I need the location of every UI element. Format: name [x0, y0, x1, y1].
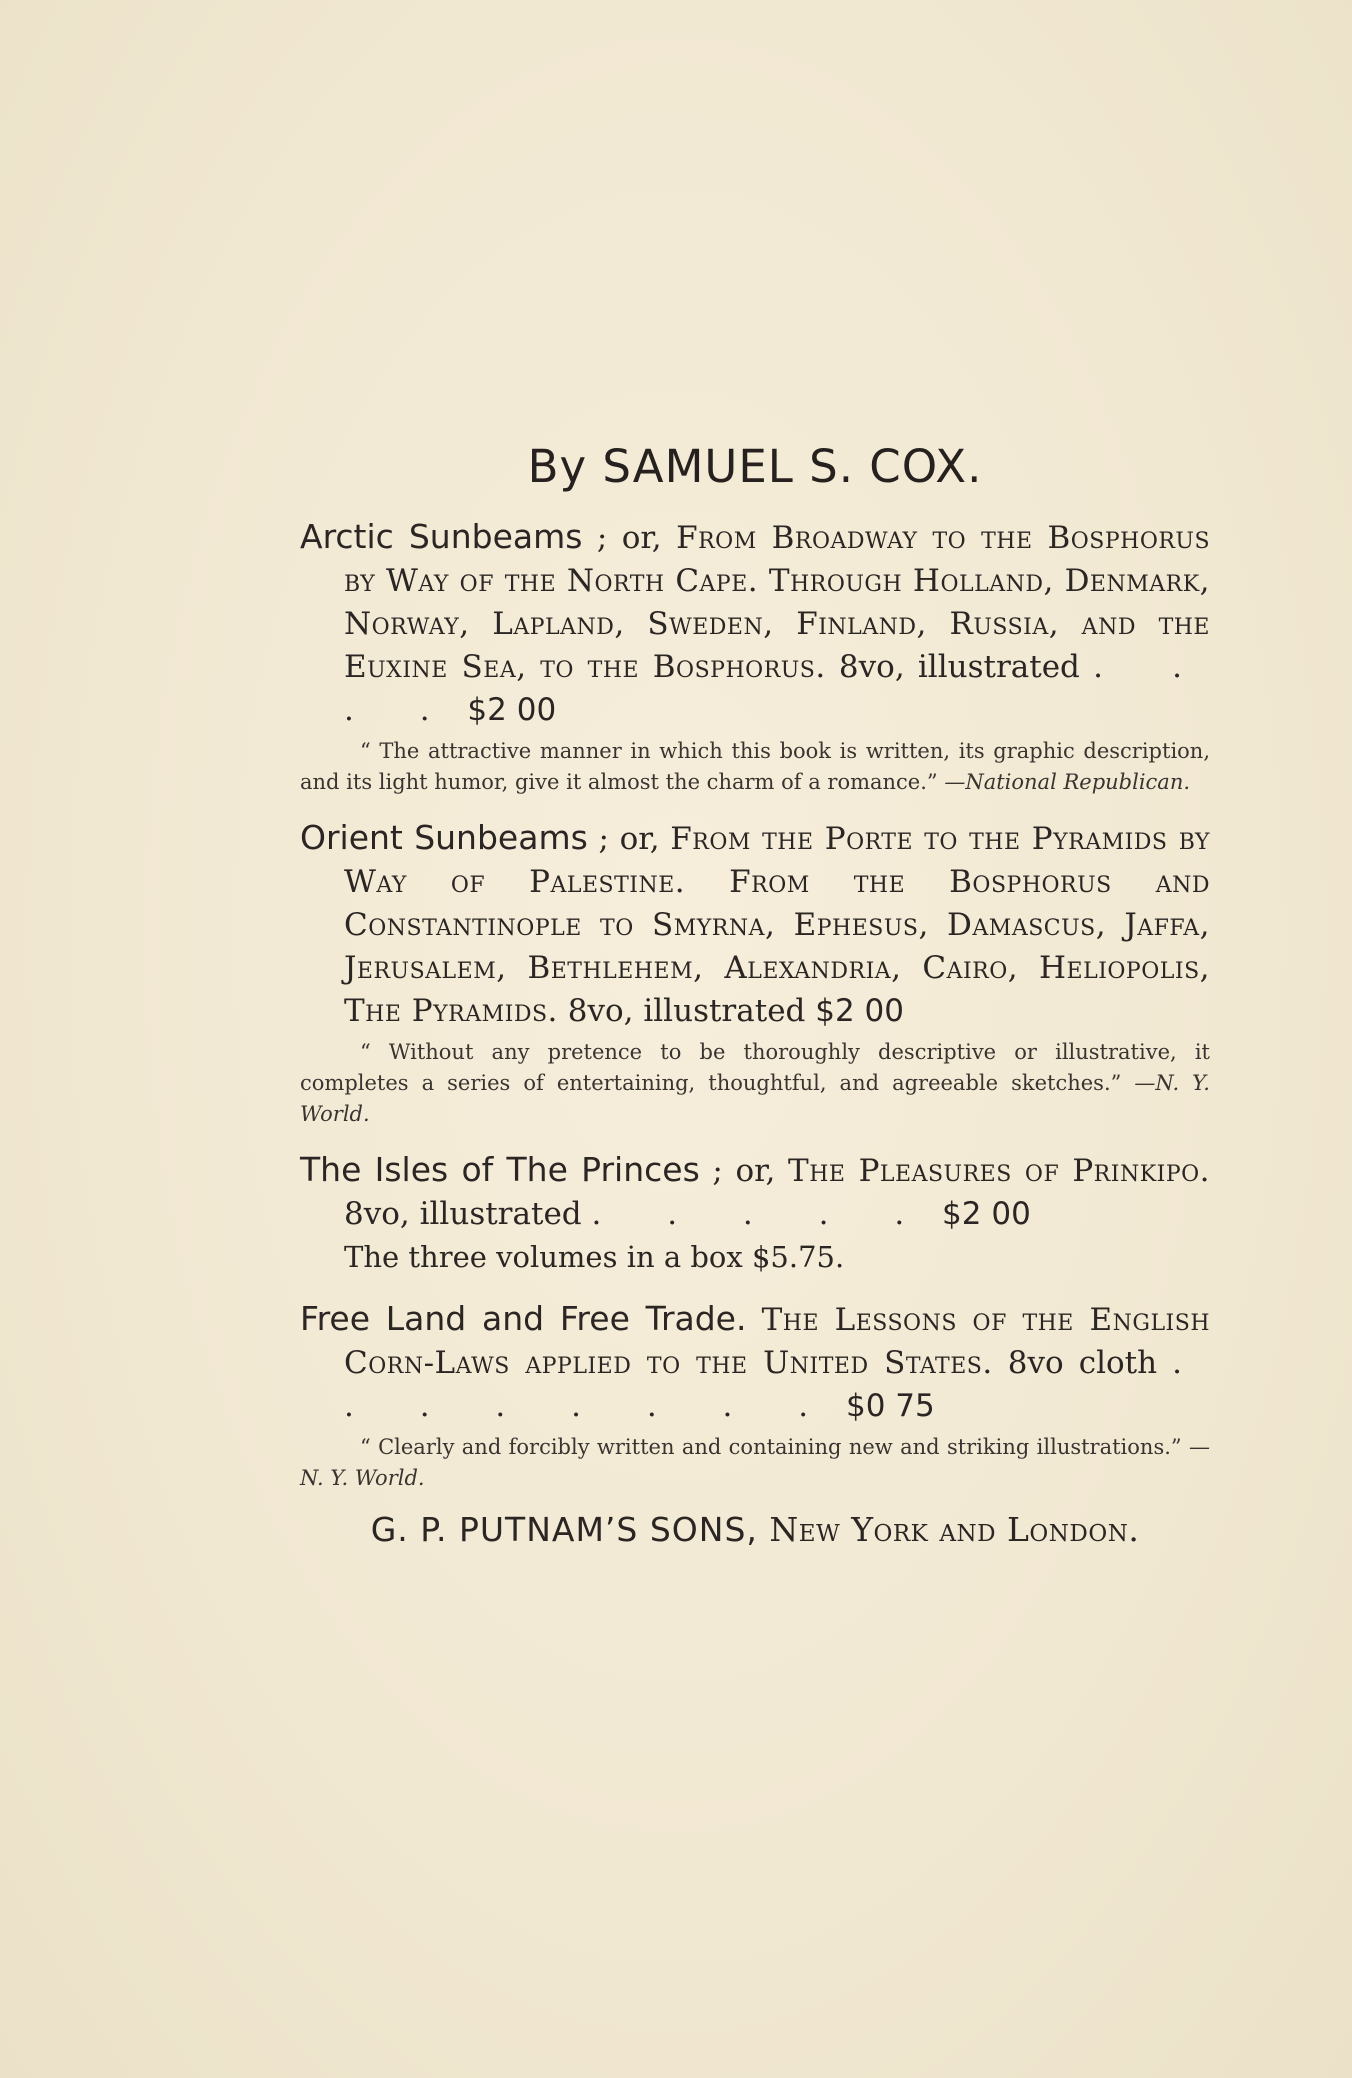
- book-format: 8vo, illustrated: [838, 649, 1080, 685]
- book-format: 8vo cloth: [1007, 1345, 1158, 1381]
- book-subtitle: The Lessons of the English Corn-Laws applied to the United States.: [344, 1302, 1210, 1381]
- book-price: $2 00: [815, 993, 904, 1029]
- publisher-name: G. P. PUTNAM’S SONS,: [370, 1510, 758, 1549]
- title-separator: ; or,: [712, 1153, 776, 1189]
- author-heading: By SAMUEL S. COX.: [527, 440, 983, 493]
- book-subtitle: From the Porte to the Pyramids by Way of Palestine. From the Bosphorus and Constantinople to Smyrna, Ephesus, Damascus, Jaffa, Jerusalem, Bethlehem, Alexandria, Cairo, Heliopolis, The Pyramids.: [344, 821, 1211, 1029]
- review-text: “ Without any pretence to be thoroughly descriptive or illustrative, it completes a series of entertaining, thoughtful, and agreeable sketches.”: [300, 1040, 1210, 1095]
- book-subtitle: The Pleasures of Prinkipo.: [788, 1153, 1211, 1189]
- leader-dots: . . . .: [344, 649, 1211, 728]
- book-price: $0 75: [845, 1388, 935, 1424]
- book-price: $2 00: [467, 692, 557, 728]
- book-title: Arctic Sunbeams: [300, 517, 583, 556]
- leader-dots: . . . . .: [591, 1196, 933, 1232]
- book-title: Orient Sunbeams: [300, 818, 588, 857]
- title-separator: ; or,: [596, 520, 662, 556]
- review-quote: [300, 736, 1210, 798]
- book-title: The Isles of The Princes: [300, 1150, 700, 1189]
- book-format: 8vo, illustrated: [344, 1196, 582, 1232]
- box-set-note: The three volumes in a box $5.75.: [344, 1240, 845, 1274]
- review-quote: [300, 1037, 1210, 1130]
- publisher-place: New York and London.: [769, 1510, 1140, 1549]
- book-format: 8vo, illustrated: [567, 993, 806, 1029]
- review-text: “ Clearly and forcibly written and containing new and striking illustrations.”: [360, 1435, 1182, 1459]
- review-source: —N. Y. World.: [300, 1435, 1210, 1490]
- advertisement: [300, 440, 1210, 1549]
- review-text: “ The attractive manner in which this book is written, its graphic description, and its light humor, give it almost the charm of a romance.”: [300, 739, 1210, 794]
- book-subtitle: From Broadway to the Bosphorus by Way of the North Cape. Through Holland, Denmark, Norway, Lapland, Sweden, Finland, Russia, and the Euxine Sea, to the Bosphorus.: [344, 520, 1211, 685]
- title-separator: ; or,: [598, 821, 660, 857]
- review-source: —National Republican.: [944, 770, 1191, 794]
- leader-dots: . . . . . . . .: [344, 1345, 1210, 1424]
- review-quote: [300, 1432, 1210, 1494]
- book-price: $2 00: [942, 1196, 1031, 1232]
- book-entry: [300, 1148, 1210, 1279]
- book-entry: [300, 816, 1210, 1130]
- book-title: Free Land and Free Trade.: [300, 1299, 747, 1338]
- book-entry: [300, 1297, 1210, 1494]
- book-entry: [300, 515, 1210, 798]
- review-source: —N. Y. World.: [300, 1071, 1210, 1126]
- publisher-imprint: [300, 1510, 1210, 1549]
